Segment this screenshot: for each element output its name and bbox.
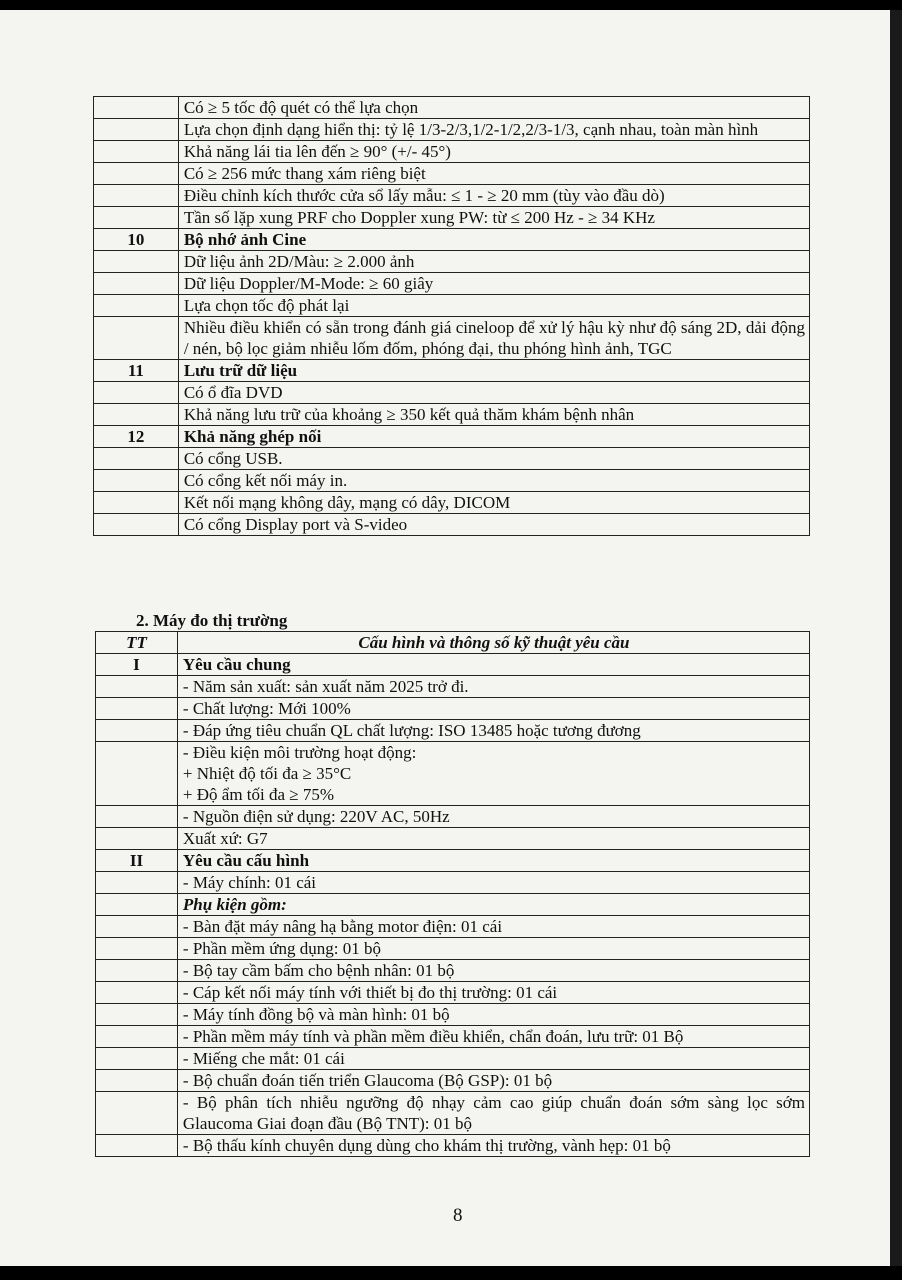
spec-text-cell: - Nguồn điện sử dụng: 220V AC, 50Hz (177, 806, 809, 828)
spec-table-perimeter (95, 631, 810, 1157)
spec-text-cell: Kết nối mạng không dây, mạng có dây, DICOM (178, 492, 809, 514)
spec-text-cell: - Bộ chuẩn đoán tiến triển Glaucoma (Bộ GSP): 01 bộ (177, 1070, 809, 1092)
table-row (94, 317, 810, 360)
row-number-cell (94, 163, 179, 185)
row-number-cell (96, 1135, 178, 1157)
spec-text-cell: Điều chỉnh kích thước cửa sổ lấy mẫu: ≤ 1 - ≥ 20 mm (tùy vào đầu dò) (178, 185, 809, 207)
table-row (94, 448, 810, 470)
spec-text-cell: - Cáp kết nối máy tính với thiết bị đo thị trường: 01 cái (177, 982, 809, 1004)
row-number-cell (94, 251, 179, 273)
table-row (94, 514, 810, 536)
spec-text-cell: - Điều kiện môi trường hoạt động: + Nhiệt độ tối đa ≥ 35°C + Độ ẩm tối đa ≥ 75% (177, 742, 809, 806)
row-number-cell (94, 317, 179, 360)
row-number-cell (96, 894, 178, 916)
spec-text-cell: Phụ kiện gồm: (177, 894, 809, 916)
spec-text-cell: - Chất lượng: Mới 100% (177, 698, 809, 720)
spec-text-cell: - Bộ thấu kính chuyên dụng dùng cho khám thị trường, vành hẹp: 01 bộ (177, 1135, 809, 1157)
row-number-cell (96, 960, 178, 982)
spec-text-cell: Bộ nhớ ảnh Cine (178, 229, 809, 251)
row-number-cell (94, 448, 179, 470)
spec-text-cell: - Bộ tay cầm bấm cho bệnh nhân: 01 bộ (177, 960, 809, 982)
spec-text-cell: Có cổng Display port và S-video (178, 514, 809, 536)
row-number-cell (94, 97, 179, 119)
table-row (96, 1070, 810, 1092)
table-row (94, 492, 810, 514)
row-number-cell (94, 492, 179, 514)
row-number-cell (94, 207, 179, 229)
row-number-cell (96, 982, 178, 1004)
table-row (96, 960, 810, 982)
table-row (96, 938, 810, 960)
spec-text-cell: Khả năng lưu trữ của khoảng ≥ 350 kết quả thăm khám bệnh nhân (178, 404, 809, 426)
table-row (94, 97, 810, 119)
section-title: 2. Máy đo thị trường (136, 611, 288, 630)
table-row (94, 273, 810, 295)
table-row (94, 382, 810, 404)
row-number-cell: II (96, 850, 178, 872)
table-row (96, 828, 810, 850)
table-row (96, 1026, 810, 1048)
table-row (94, 360, 810, 382)
header-spec: Cấu hình và thông số kỹ thuật yêu cầu (177, 632, 809, 654)
spec-text-cell: - Bàn đặt máy nâng hạ bằng motor điện: 01 cái (177, 916, 809, 938)
table-row (96, 982, 810, 1004)
header-tt: TT (96, 632, 178, 654)
table-row (94, 229, 810, 251)
table-row (96, 1048, 810, 1070)
row-number-cell: 11 (94, 360, 179, 382)
row-number-cell (96, 1048, 178, 1070)
row-number-cell (94, 295, 179, 317)
table-row (96, 916, 810, 938)
row-number-cell (96, 872, 178, 894)
spec-text-cell: Yêu cầu cấu hình (177, 850, 809, 872)
table-row (96, 742, 810, 806)
spec-text-cell: Nhiều điều khiển có sẵn trong đánh giá cineloop để xử lý hậu kỳ như độ sáng 2D, dải động / nén, bộ lọc giảm nhiễu lốm đốm, phóng đại, thu phóng hình ảnh, TGC (178, 317, 809, 360)
spec-text-cell: Khả năng lái tia lên đến ≥ 90° (+/- 45°) (178, 141, 809, 163)
table-row (94, 470, 810, 492)
row-number-cell (94, 404, 179, 426)
row-number-cell (96, 828, 178, 850)
table-row (96, 654, 810, 676)
table-row (94, 119, 810, 141)
row-number-cell (96, 1070, 178, 1092)
row-number-cell: 10 (94, 229, 179, 251)
spec-text-cell: Xuất xứ: G7 (177, 828, 809, 850)
table-row (96, 894, 810, 916)
table-row (94, 426, 810, 448)
spec-text-cell: - Bộ phân tích nhiễu ngưỡng độ nhạy cảm cao giúp chuẩn đoán sớm sàng lọc sớm Glaucoma Giai đoạn đầu (Bộ TNT): 01 bộ (177, 1092, 809, 1135)
row-number-cell (96, 742, 178, 806)
table-row (96, 806, 810, 828)
spec-text-cell: Lựa chọn định dạng hiển thị: tỷ lệ 1/3-2/3,1/2-1/2,2/3-1/3, cạnh nhau, toàn màn hình (178, 119, 809, 141)
row-number-cell (94, 514, 179, 536)
table-row (94, 141, 810, 163)
scan-bottom-border (0, 1266, 902, 1280)
row-number-cell (94, 470, 179, 492)
row-number-cell (96, 698, 178, 720)
spec-text-cell: Tần số lặp xung PRF cho Doppler xung PW: từ ≤ 200 Hz - ≥ 34 KHz (178, 207, 809, 229)
spec-text-cell: Có ổ đĩa DVD (178, 382, 809, 404)
table-row (94, 163, 810, 185)
spec-table-ultrasound (93, 96, 810, 536)
row-number-cell (94, 382, 179, 404)
row-number-cell (94, 119, 179, 141)
row-number-cell (96, 1004, 178, 1026)
row-number-cell (94, 185, 179, 207)
spec-text-cell: - Máy tính đồng bộ và màn hình: 01 bộ (177, 1004, 809, 1026)
spec-text-cell: - Phần mềm ứng dụng: 01 bộ (177, 938, 809, 960)
row-number-cell: I (96, 654, 178, 676)
spec-text-cell: - Miếng che mắt: 01 cái (177, 1048, 809, 1070)
table-row (96, 698, 810, 720)
spec-text-cell: Có ≥ 5 tốc độ quét có thể lựa chọn (178, 97, 809, 119)
table-row (96, 1092, 810, 1135)
spec-text-cell: Lưu trữ dữ liệu (178, 360, 809, 382)
table-row (96, 872, 810, 894)
row-number-cell (96, 676, 178, 698)
table-row (96, 1135, 810, 1157)
spec-text-cell: Yêu cầu chung (177, 654, 809, 676)
row-number-cell (96, 938, 178, 960)
row-number-cell (96, 916, 178, 938)
table-row (94, 404, 810, 426)
spec-text-cell: - Đáp ứng tiêu chuẩn QL chất lượng: ISO 13485 hoặc tương đương (177, 720, 809, 742)
table-row (96, 1004, 810, 1026)
table-row (96, 850, 810, 872)
spec-text-cell: - Máy chính: 01 cái (177, 872, 809, 894)
spec-text-cell: - Năm sản xuất: sản xuất năm 2025 trở đi. (177, 676, 809, 698)
scan-right-border (890, 10, 902, 1266)
row-number-cell (94, 141, 179, 163)
row-number-cell (96, 1092, 178, 1135)
spec-text-cell: Có ≥ 256 mức thang xám riêng biệt (178, 163, 809, 185)
page-number: 8 (453, 1205, 463, 1226)
row-number-cell: 12 (94, 426, 179, 448)
spec-text-cell: Có cổng USB. (178, 448, 809, 470)
table-row (94, 251, 810, 273)
row-number-cell (96, 806, 178, 828)
row-number-cell (94, 273, 179, 295)
table-row (96, 720, 810, 742)
spec-text-cell: Có cổng kết nối máy in. (178, 470, 809, 492)
spec-text-cell: Lựa chọn tốc độ phát lại (178, 295, 809, 317)
spec-text-cell: - Phần mềm máy tính và phần mềm điều khiển, chẩn đoán, lưu trữ: 01 Bộ (177, 1026, 809, 1048)
table-row (94, 207, 810, 229)
table-header-row (96, 632, 810, 654)
row-number-cell (96, 720, 178, 742)
spec-text-cell: Dữ liệu ảnh 2D/Màu: ≥ 2.000 ảnh (178, 251, 809, 273)
spec-text-cell: Khả năng ghép nối (178, 426, 809, 448)
spec-text-cell: Dữ liệu Doppler/M-Mode: ≥ 60 giây (178, 273, 809, 295)
table-row (94, 295, 810, 317)
row-number-cell (96, 1026, 178, 1048)
table-row (94, 185, 810, 207)
table-row (96, 676, 810, 698)
